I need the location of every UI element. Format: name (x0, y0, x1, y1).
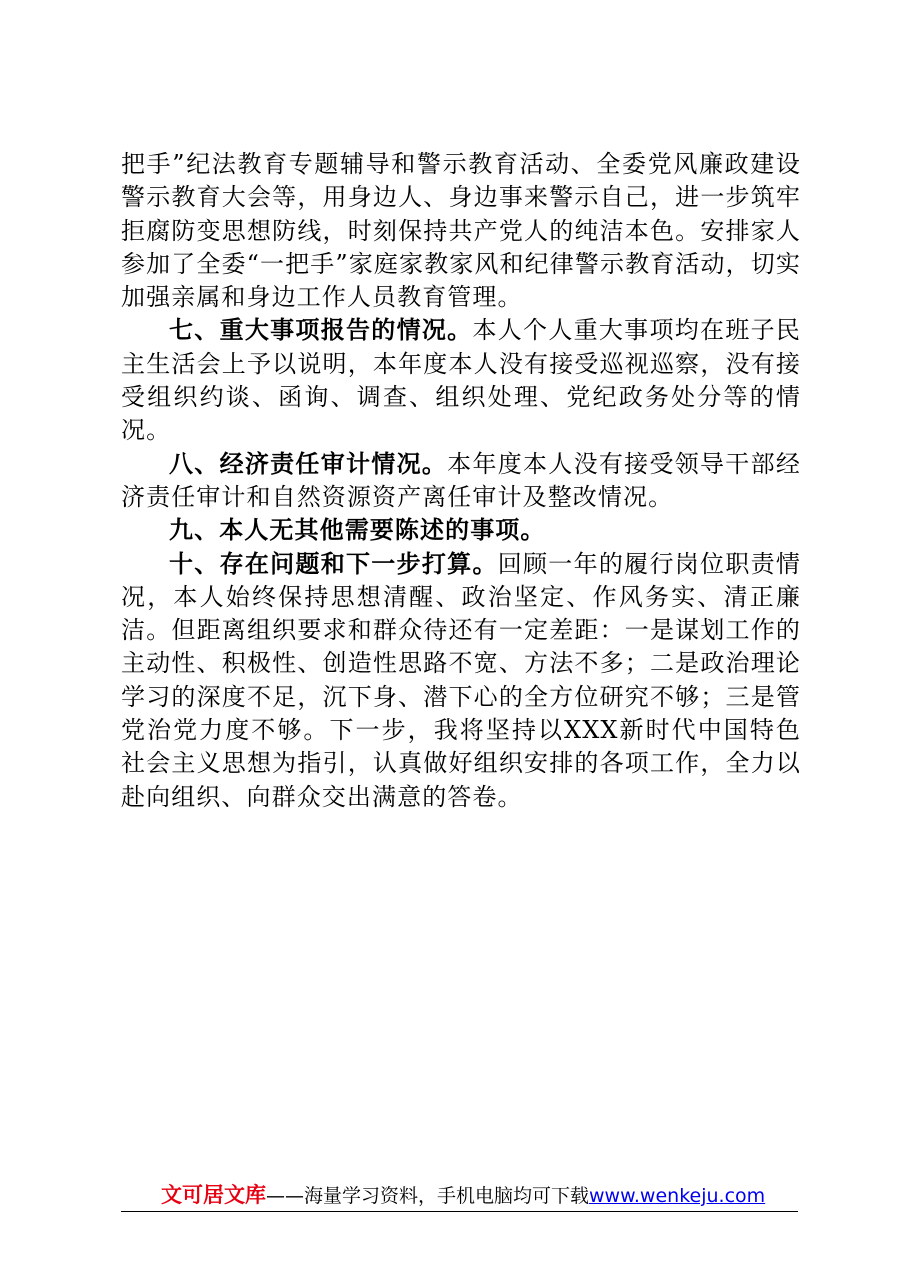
section-heading-8: 八、经济责任审计情况。 (169, 449, 448, 478)
paragraph-text: 把手”纪法教育专题辅导和警示教育活动、全委党风廉政建设警示教育大会等，用身边人、身边事来警示自己，进一步筑牢拒腐防变思想防线，时刻保持共产党人的纯洁本色。安排家人参加了全委“一把手”家庭家教家风和纪律警示教育活动，切实加强亲属和身边工作人员教育管理。 (121, 150, 801, 312)
paragraph-text: 本人个人重大事项均在班子民主生活会上予以说明，本年度本人没有接受巡视巡察，没有接受组织约谈、函询、调查、组织处理、党纪政务处分等的情况。 (121, 316, 801, 445)
paragraph-problems-and-plans (121, 548, 801, 814)
paragraph-continued (121, 148, 801, 314)
footer-text (161, 1182, 765, 1209)
paragraph-text: 回顾一年的履行岗位职责情况，本人始终保持思想清醒、政治坚定、作风务实、清正廉洁。但距离组织要求和群众待还有一定差距：一是谋划工作的主动性、积极性、创造性思路不宽、方法不多；二是政治理论学习的深度不足，沉下身、潜下心的全方位研究不够；三是管党治党力度不够。下一步，我将坚持以XXX新时代中国特色社会主义思想为指引，认真做好组织安排的各项工作，全力以赴向组织、向群众交出满意的答卷。 (121, 549, 801, 811)
section-heading-9: 九、本人无其他需要陈述的事项。 (169, 516, 546, 545)
paragraph-audit (121, 448, 801, 515)
page-footer (121, 1182, 798, 1212)
footer-divider (121, 1211, 798, 1212)
document-body (121, 148, 801, 814)
footer-brand: 文可居文库 (161, 1183, 266, 1207)
section-heading-7: 七、重大事项报告的情况。 (169, 316, 473, 345)
footer-tagline: ——海量学习资料，手机电脑均可下载 (266, 1185, 590, 1207)
section-heading-10: 十、存在问题和下一步打算。 (169, 549, 498, 578)
paragraph-no-other-matters (121, 514, 801, 547)
footer-website-link[interactable]: www.wenkeju.com (589, 1185, 766, 1207)
paragraph-major-matters (121, 314, 801, 447)
paragraph-text: 本年度本人没有接受领导干部经济责任审计和自然资源资产离任审计及整改情况。 (121, 449, 801, 511)
